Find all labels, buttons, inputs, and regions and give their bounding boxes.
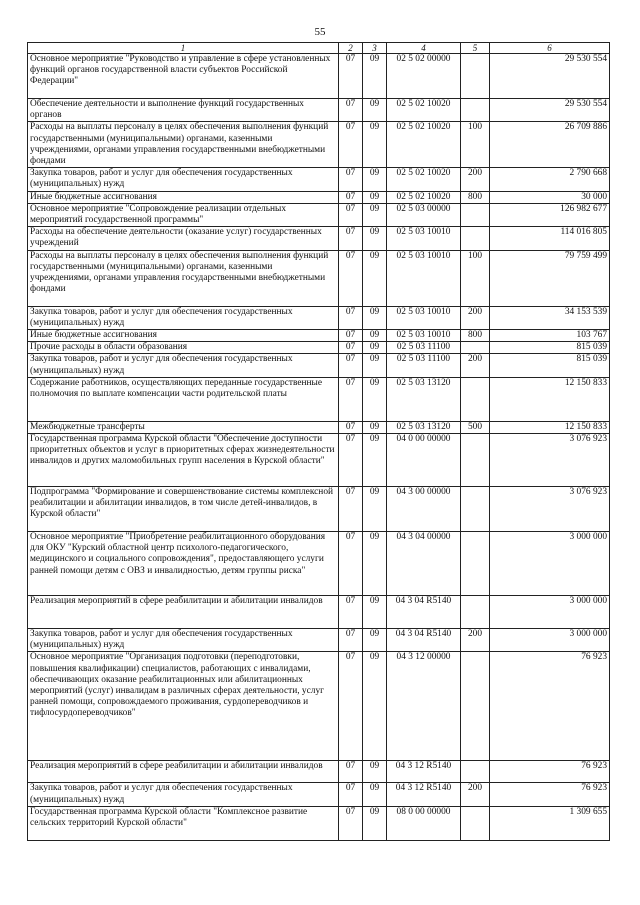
table-header-row xyxy=(28,43,610,54)
row-name-cell: Закупка товаров, работ и услуг для обеспечения государственных (муниципальных) нужд xyxy=(28,629,339,652)
row-amount-cell: 3 000 000 xyxy=(490,629,610,652)
row-amount-cell: 76 923 xyxy=(490,783,610,806)
row-target-code-cell: 04 3 04 R5140 xyxy=(387,629,461,652)
row-section-cell: 07 xyxy=(339,806,363,840)
row-amount-cell: 114 016 805 xyxy=(490,227,610,250)
row-subsection-cell: 09 xyxy=(363,99,387,122)
row-amount-cell: 29 530 554 xyxy=(490,54,610,99)
row-subsection-cell: 09 xyxy=(363,532,387,596)
row-name-cell: Реализация мероприятий в сфере реабилитации и абилитации инвалидов xyxy=(28,761,339,783)
table-row xyxy=(28,434,610,487)
row-subsection-cell: 09 xyxy=(363,783,387,806)
row-section-cell: 07 xyxy=(339,203,363,226)
row-subsection-cell: 09 xyxy=(363,54,387,99)
row-target-code-cell: 02 5 03 11100 xyxy=(387,342,461,354)
row-section-cell: 07 xyxy=(339,487,363,532)
row-subsection-cell: 09 xyxy=(363,652,387,761)
row-section-cell: 07 xyxy=(339,330,363,342)
row-section-cell: 07 xyxy=(339,306,363,329)
table-row xyxy=(28,203,610,226)
row-expense-type-cell xyxy=(461,434,490,487)
row-amount-cell: 76 923 xyxy=(490,761,610,783)
row-name-cell: Закупка товаров, работ и услуг для обеспечения государственных (муниципальных) нужд xyxy=(28,168,339,191)
row-expense-type-cell xyxy=(461,99,490,122)
row-expense-type-cell: 200 xyxy=(461,306,490,329)
row-target-code-cell: 02 5 03 10010 xyxy=(387,250,461,306)
table-row xyxy=(28,342,610,354)
row-name-cell: Основное мероприятие "Сопровождение реализации отдельных мероприятий государственной программы" xyxy=(28,203,339,226)
row-section-cell: 07 xyxy=(339,191,363,203)
row-target-code-cell: 04 3 12 00000 xyxy=(387,652,461,761)
table-row xyxy=(28,652,610,761)
row-target-code-cell: 02 5 02 10020 xyxy=(387,168,461,191)
row-expense-type-cell: 800 xyxy=(461,330,490,342)
row-expense-type-cell xyxy=(461,806,490,840)
table-row xyxy=(28,761,610,783)
table-row xyxy=(28,596,610,629)
row-expense-type-cell xyxy=(461,342,490,354)
row-section-cell: 07 xyxy=(339,227,363,250)
row-expense-type-cell xyxy=(461,227,490,250)
row-target-code-cell: 02 5 02 10020 xyxy=(387,191,461,203)
row-subsection-cell: 09 xyxy=(363,122,387,168)
row-target-code-cell: 02 5 03 13120 xyxy=(387,377,461,421)
row-name-cell: Реализация мероприятий в сфере реабилитации и абилитации инвалидов xyxy=(28,596,339,629)
row-subsection-cell: 09 xyxy=(363,330,387,342)
row-expense-type-cell xyxy=(461,54,490,99)
table-row xyxy=(28,306,610,329)
row-name-cell: Расходы на выплаты персоналу в целях обеспечения выполнения функций государственными (муниципальными) органами, казенными учреждениями, органами управления государственными внебюджетными фондами xyxy=(28,250,339,306)
header-col-3: 3 xyxy=(363,43,387,54)
table-row xyxy=(28,377,610,421)
row-amount-cell: 126 982 677 xyxy=(490,203,610,226)
row-name-cell: Основное мероприятие "Руководство и управление в сфере установленных функций органов государственной власти субъектов Российской Федерации" xyxy=(28,54,339,99)
row-subsection-cell: 09 xyxy=(363,596,387,629)
table-row xyxy=(28,168,610,191)
row-expense-type-cell: 200 xyxy=(461,629,490,652)
row-name-cell: Расходы на обеспечение деятельности (оказание услуг) государственных учреждений xyxy=(28,227,339,250)
row-name-cell: Расходы на выплаты персоналу в целях обеспечения выполнения функций государственными (муниципальными) органами, казенными учреждениями, органами управления государственными внебюджетными фондами xyxy=(28,122,339,168)
table-row xyxy=(28,354,610,377)
table-row xyxy=(28,532,610,596)
row-subsection-cell: 09 xyxy=(363,487,387,532)
row-amount-cell: 3 000 000 xyxy=(490,596,610,629)
row-amount-cell: 12 150 833 xyxy=(490,377,610,421)
row-amount-cell: 815 039 xyxy=(490,342,610,354)
row-name-cell: Обеспечение деятельности и выполнение функций государственных органов xyxy=(28,99,339,122)
row-section-cell: 07 xyxy=(339,342,363,354)
row-subsection-cell: 09 xyxy=(363,203,387,226)
row-target-code-cell: 02 5 02 00000 xyxy=(387,54,461,99)
row-section-cell: 07 xyxy=(339,168,363,191)
row-expense-type-cell: 200 xyxy=(461,783,490,806)
row-name-cell: Основное мероприятие "Приобретение реабилитационного оборудования для ОКУ "Курский областной центр психолого-педагогического, медицинского и социального сопровождения", предоставляющего услуги ранней помощи детям с ОВЗ и инвалидностью, детям группы риска" xyxy=(28,532,339,596)
table-row xyxy=(28,421,610,433)
row-name-cell: Межбюджетные трансферты xyxy=(28,421,339,433)
row-expense-type-cell: 500 xyxy=(461,421,490,433)
row-target-code-cell: 04 3 00 00000 xyxy=(387,487,461,532)
row-name-cell: Иные бюджетные ассигнования xyxy=(28,330,339,342)
row-subsection-cell: 09 xyxy=(363,629,387,652)
row-expense-type-cell xyxy=(461,377,490,421)
row-subsection-cell: 09 xyxy=(363,250,387,306)
row-target-code-cell: 04 3 12 R5140 xyxy=(387,761,461,783)
row-subsection-cell: 09 xyxy=(363,306,387,329)
row-target-code-cell: 02 5 02 10020 xyxy=(387,122,461,168)
row-target-code-cell: 02 5 02 10020 xyxy=(387,99,461,122)
budget-table xyxy=(27,42,610,841)
row-expense-type-cell xyxy=(461,596,490,629)
row-name-cell: Содержание работников, осуществляющих переданные государственные полномочия по выплате компенсации части родительской платы xyxy=(28,377,339,421)
row-target-code-cell: 04 0 00 00000 xyxy=(387,434,461,487)
row-subsection-cell: 09 xyxy=(363,168,387,191)
row-section-cell: 07 xyxy=(339,54,363,99)
row-section-cell: 07 xyxy=(339,434,363,487)
row-amount-cell: 3 000 000 xyxy=(490,532,610,596)
row-name-cell: Основное мероприятие "Организация подготовки (переподготовки, повышения квалификации) специалистов, работающих с инвалидами, обеспечивающих оказание реабилитационных или абилитационных мероприятий (услуг) инвалидам в различных сферах деятельности, услуг ранней помощи, сопровождаемого проживания, сурдопереводчиков и тифлосурдопереводчиков" xyxy=(28,652,339,761)
row-section-cell: 07 xyxy=(339,596,363,629)
row-expense-type-cell: 200 xyxy=(461,168,490,191)
row-subsection-cell: 09 xyxy=(363,377,387,421)
table-row xyxy=(28,629,610,652)
table-row xyxy=(28,191,610,203)
row-amount-cell: 2 790 668 xyxy=(490,168,610,191)
row-target-code-cell: 04 3 04 R5140 xyxy=(387,596,461,629)
header-col-2: 2 xyxy=(339,43,363,54)
row-amount-cell: 3 076 923 xyxy=(490,434,610,487)
row-name-cell: Закупка товаров, работ и услуг для обеспечения государственных (муниципальных) нужд xyxy=(28,354,339,377)
row-section-cell: 07 xyxy=(339,783,363,806)
table-row xyxy=(28,99,610,122)
row-section-cell: 07 xyxy=(339,761,363,783)
row-expense-type-cell: 200 xyxy=(461,354,490,377)
row-target-code-cell: 02 5 03 11100 xyxy=(387,354,461,377)
row-amount-cell: 815 039 xyxy=(490,354,610,377)
row-target-code-cell: 02 5 03 10010 xyxy=(387,227,461,250)
row-name-cell: Государственная программа Курской области "Комплексное развитие сельских территорий Курской области" xyxy=(28,806,339,840)
row-subsection-cell: 09 xyxy=(363,191,387,203)
row-section-cell: 07 xyxy=(339,421,363,433)
row-target-code-cell: 02 5 03 10010 xyxy=(387,330,461,342)
row-subsection-cell: 09 xyxy=(363,354,387,377)
header-col-1: 1 xyxy=(28,43,339,54)
row-expense-type-cell xyxy=(461,532,490,596)
row-target-code-cell: 08 0 00 00000 xyxy=(387,806,461,840)
row-amount-cell: 34 153 539 xyxy=(490,306,610,329)
row-target-code-cell: 02 5 03 00000 xyxy=(387,203,461,226)
row-name-cell: Иные бюджетные ассигнования xyxy=(28,191,339,203)
row-section-cell: 07 xyxy=(339,652,363,761)
row-target-code-cell: 02 5 03 13120 xyxy=(387,421,461,433)
table-row xyxy=(28,122,610,168)
row-name-cell: Подпрограмма "Формирование и совершенствование системы комплексной реабилитации и абилитации инвалидов, в том числе детей-инвалидов, в Курской области" xyxy=(28,487,339,532)
row-amount-cell: 103 767 xyxy=(490,330,610,342)
row-expense-type-cell xyxy=(461,487,490,532)
row-expense-type-cell: 800 xyxy=(461,191,490,203)
row-name-cell: Государственная программа Курской области "Обеспечение доступности приоритетных объектов и услуг в приоритетных сферах жизнедеятельности инвалидов и других маломобильных групп населения в Курской области" xyxy=(28,434,339,487)
row-name-cell: Закупка товаров, работ и услуг для обеспечения государственных (муниципальных) нужд xyxy=(28,306,339,329)
table-row xyxy=(28,806,610,840)
row-amount-cell: 76 923 xyxy=(490,652,610,761)
row-subsection-cell: 09 xyxy=(363,342,387,354)
row-section-cell: 07 xyxy=(339,377,363,421)
row-subsection-cell: 09 xyxy=(363,761,387,783)
header-col-6: 6 xyxy=(490,43,610,54)
row-expense-type-cell xyxy=(461,652,490,761)
row-amount-cell: 30 000 xyxy=(490,191,610,203)
table-row xyxy=(28,487,610,532)
row-name-cell: Закупка товаров, работ и услуг для обеспечения государственных (муниципальных) нужд xyxy=(28,783,339,806)
row-name-cell: Прочие расходы в области образования xyxy=(28,342,339,354)
row-subsection-cell: 09 xyxy=(363,421,387,433)
table-row xyxy=(28,227,610,250)
row-expense-type-cell xyxy=(461,761,490,783)
row-expense-type-cell: 100 xyxy=(461,122,490,168)
row-expense-type-cell: 100 xyxy=(461,250,490,306)
row-section-cell: 07 xyxy=(339,122,363,168)
row-amount-cell: 12 150 833 xyxy=(490,421,610,433)
row-subsection-cell: 09 xyxy=(363,806,387,840)
row-section-cell: 07 xyxy=(339,250,363,306)
table-row xyxy=(28,250,610,306)
row-amount-cell: 26 709 886 xyxy=(490,122,610,168)
row-section-cell: 07 xyxy=(339,629,363,652)
row-amount-cell: 29 530 554 xyxy=(490,99,610,122)
table-row xyxy=(28,330,610,342)
row-amount-cell: 1 309 655 xyxy=(490,806,610,840)
row-target-code-cell: 04 3 04 00000 xyxy=(387,532,461,596)
page-number: 55 xyxy=(314,26,326,38)
table-row xyxy=(28,54,610,99)
table-row xyxy=(28,783,610,806)
header-col-4: 4 xyxy=(387,43,461,54)
row-section-cell: 07 xyxy=(339,532,363,596)
row-target-code-cell: 02 5 03 10010 xyxy=(387,306,461,329)
row-target-code-cell: 04 3 12 R5140 xyxy=(387,783,461,806)
row-section-cell: 07 xyxy=(339,99,363,122)
row-expense-type-cell xyxy=(461,203,490,226)
row-section-cell: 07 xyxy=(339,354,363,377)
row-subsection-cell: 09 xyxy=(363,227,387,250)
header-col-5: 5 xyxy=(461,43,490,54)
row-subsection-cell: 09 xyxy=(363,434,387,487)
row-amount-cell: 3 076 923 xyxy=(490,487,610,532)
row-amount-cell: 79 759 499 xyxy=(490,250,610,306)
